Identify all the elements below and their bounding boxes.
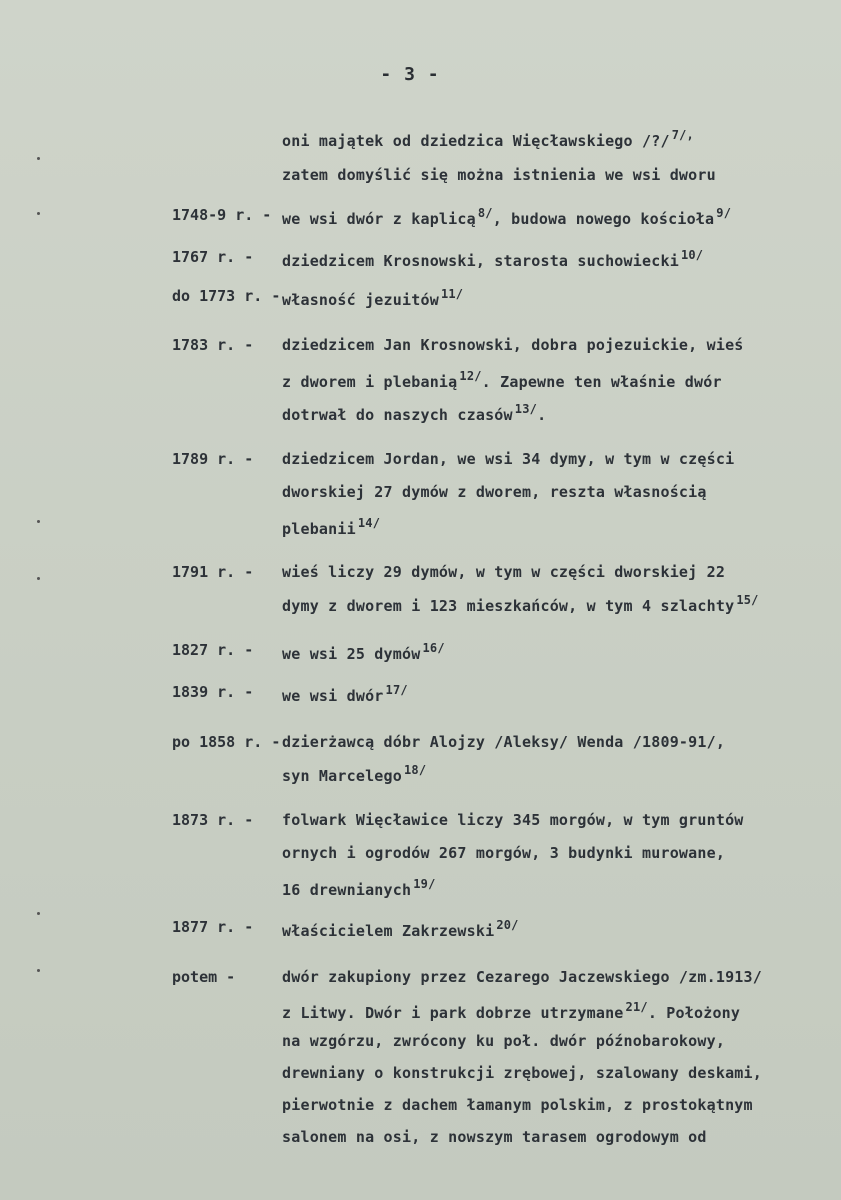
entry-date: 1789 r. - — [172, 450, 254, 468]
entry-line — [282, 336, 744, 354]
entry-line — [282, 483, 707, 501]
entry-line — [282, 811, 744, 829]
entry-date: 1827 r. - — [172, 641, 254, 659]
entry-date: 1783 r. - — [172, 336, 254, 354]
entry-date: 1767 r. - — [172, 248, 254, 266]
line-text: we wsi dwór z kaplicą — [282, 210, 476, 228]
entry-line — [282, 968, 762, 986]
footnote-ref: 8/ — [477, 206, 493, 220]
footnote-ref: 17/ — [385, 683, 408, 697]
entry-line — [282, 206, 731, 228]
line-text: we wsi 25 dymów — [282, 645, 421, 663]
line-text: oni majątek od dziedzica Więcławskiego /?/ — [282, 132, 670, 150]
footnote-ref: 20/ — [496, 918, 519, 932]
entry-line — [282, 844, 725, 862]
line-text: syn Marcelego — [282, 767, 402, 785]
line-text: z Litwy. Dwór i park dobrze utrzymane — [282, 1004, 624, 1022]
line-text: folwark Więcławice liczy 345 morgów, w tym gruntów — [282, 811, 744, 829]
line-text: dwór zakupiony przez Cezarego Jaczewskiego /zm.1913/ — [282, 968, 762, 986]
line-text: własność jezuitów — [282, 291, 439, 309]
line-text: dziedzicem Krosnowski, starosta suchowiecki — [282, 252, 679, 270]
entry-line — [282, 683, 408, 705]
footnote-ref: 16/ — [422, 641, 445, 655]
line-text-tail: . — [537, 406, 547, 424]
line-text: z dworem i plebanią — [282, 373, 458, 391]
line-text: zatem domyślić się można istnienia we wsi dworu — [282, 166, 716, 184]
entry-line — [282, 563, 725, 581]
footnote-ref: 7/, — [671, 128, 694, 142]
line-text: wieś liczy 29 dymów, w tym w części dworskiej 22 — [282, 563, 726, 581]
entry-date: 1791 r. - — [172, 563, 254, 581]
footnote-ref: 19/ — [413, 877, 436, 891]
footnote-ref: 18/ — [404, 763, 427, 777]
line-text: 16 drewnianych — [282, 881, 412, 899]
line-text-tail: . Zapewne ten właśnie dwór — [481, 373, 722, 391]
line-text: dotrwał do naszych czasów — [282, 406, 513, 424]
margin-mark — [37, 912, 40, 915]
entry-line — [282, 1032, 725, 1050]
entry-line — [282, 516, 380, 538]
footnote-ref: 12/ — [459, 369, 482, 383]
margin-mark — [37, 969, 40, 972]
entry-line — [282, 877, 436, 899]
page-number: - 3 - — [380, 64, 440, 85]
entry-line — [282, 450, 734, 468]
footnote-ref: 13/ — [514, 402, 538, 416]
entry-date: 1873 r. - — [172, 811, 254, 829]
footnote-ref: 11/ — [440, 287, 464, 301]
entry-date: potem - — [172, 968, 236, 986]
entry-line — [282, 641, 445, 663]
intro-line — [282, 166, 716, 184]
entry-line — [282, 1064, 762, 1082]
line-text: dziedzicem Jordan, we wsi 34 dymy, w tym w części — [282, 450, 735, 468]
line-text: we wsi dwór — [282, 687, 384, 705]
intro-line — [282, 128, 694, 150]
entry-line — [282, 287, 463, 309]
entry-line — [282, 1128, 707, 1146]
line-text: dymy z dworem i 123 mieszkańców, w tym 4 szlachty — [282, 597, 735, 615]
line-text-tail: . Położony — [647, 1004, 741, 1022]
entry-date: po 1858 r. - — [172, 733, 281, 751]
entry-line — [282, 1096, 753, 1114]
entry-line — [282, 1000, 740, 1022]
entry-date: 1748-9 r. - — [172, 206, 272, 224]
line-text: ornych i ogrodów 267 morgów, 3 budynki murowane, — [282, 844, 726, 862]
margin-mark — [37, 212, 40, 215]
entry-date: do 1773 r. - — [172, 287, 281, 305]
margin-mark — [37, 520, 40, 523]
line-text: dziedzicem Jan Krosnowski, dobra pojezuickie, wieś — [282, 336, 744, 354]
line-text-tail: , budowa nowego kościoła — [492, 210, 715, 228]
entry-line — [282, 402, 546, 424]
line-text: dworskiej 27 dymów z dworem, reszta własnością — [282, 483, 707, 501]
entry-line — [282, 248, 703, 270]
footnote-ref: 14/ — [357, 516, 381, 530]
line-text: drewniany o konstrukcji zrębowej, szalowany deskami, — [282, 1064, 762, 1082]
margin-mark — [37, 157, 40, 160]
line-text: na wzgórzu, zwrócony ku poł. dwór późnobarokowy, — [282, 1032, 726, 1050]
footnote-ref: 9/ — [716, 206, 732, 220]
margin-mark — [37, 577, 40, 580]
footnote-ref: 10/ — [680, 248, 704, 262]
entry-date: 1877 r. - — [172, 918, 254, 936]
entry-date: 1839 r. - — [172, 683, 254, 701]
line-text: plebanii — [282, 520, 356, 538]
line-text: dzierżawcą dóbr Alojzy /Aleksy/ Wenda /1809-91/, — [282, 733, 726, 751]
line-text: właścicielem Zakrzewski — [282, 922, 495, 940]
footnote-ref: 21/ — [625, 1000, 648, 1014]
entry-line — [282, 918, 519, 940]
footnote-ref: 15/ — [736, 593, 759, 607]
entry-line — [282, 369, 722, 391]
entry-line — [282, 733, 725, 751]
entry-line — [282, 593, 759, 615]
line-text: salonem na osi, z nowszym tarasem ogrodowym od — [282, 1128, 707, 1146]
line-text: pierwotnie z dachem łamanym polskim, z prostokątnym — [282, 1096, 753, 1114]
entry-line — [282, 763, 426, 785]
